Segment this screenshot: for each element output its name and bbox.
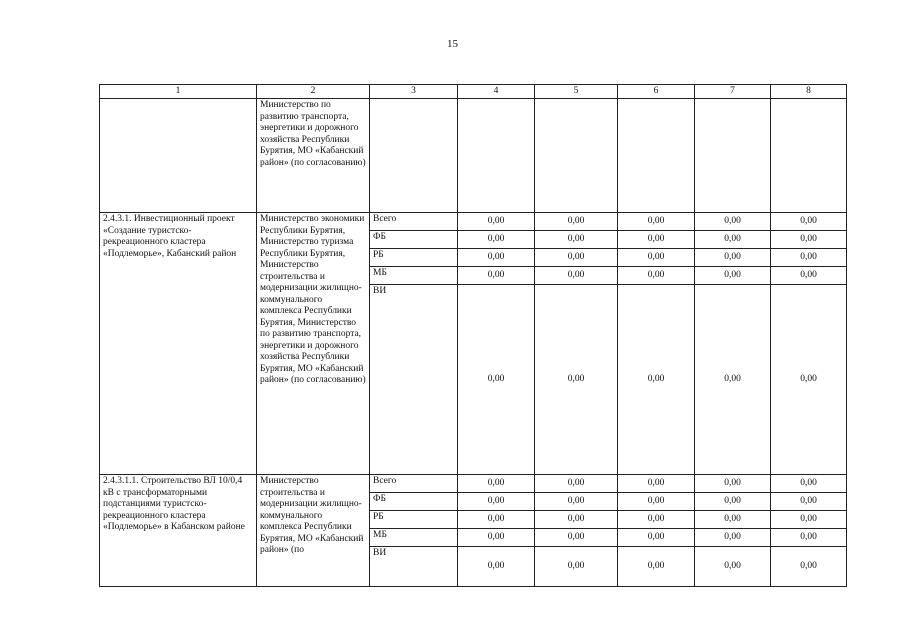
value-cell: 0,00 [771, 547, 847, 587]
value-cell [535, 99, 618, 213]
value-cell: 0,00 [535, 511, 618, 529]
value-cell: 0,00 [771, 511, 847, 529]
value-cell: 0,00 [618, 231, 695, 249]
value-cell [458, 99, 535, 213]
header-cell: 2 [257, 85, 370, 99]
value-cell: 0,00 [695, 231, 771, 249]
value-cell: 0,00 [618, 475, 695, 493]
value-cell: 0,00 [535, 493, 618, 511]
program-table [99, 84, 847, 587]
funding-row [100, 213, 847, 231]
funding-source-label: Всего [370, 475, 458, 493]
value-cell: 0,00 [618, 547, 695, 587]
value-cell: 0,00 [771, 267, 847, 285]
continuation-row [100, 99, 847, 213]
value-cell: 0,00 [535, 267, 618, 285]
value-cell: 0,00 [695, 493, 771, 511]
funding-source-label: РБ [370, 249, 458, 267]
value-cell: 0,00 [771, 249, 847, 267]
source-cell [370, 99, 458, 213]
value-cell: 0,00 [695, 547, 771, 587]
value-cell: 0,00 [458, 231, 535, 249]
value-cell: 0,00 [771, 213, 847, 231]
value-cell: 0,00 [458, 249, 535, 267]
responsible-cell: Министерство экономики Республики Бурятия, Министерство туризма Республики Бурятия, Министерство строительства и модернизации жилищно-коммунального комплекса Республики Бурятия, Министерство по развитию транспорта, энергетики и дорожного хозяйства Республики Бурятия, МО «Кабанский район» (по согласованию) [257, 213, 370, 475]
header-cell: 3 [370, 85, 458, 99]
header-cell: 4 [458, 85, 535, 99]
funding-row [100, 475, 847, 493]
value-cell: 0,00 [618, 511, 695, 529]
funding-source-label: ФБ [370, 231, 458, 249]
value-cell: 0,00 [535, 249, 618, 267]
value-cell: 0,00 [771, 475, 847, 493]
funding-source-label: Всего [370, 213, 458, 231]
value-cell: 0,00 [535, 547, 618, 587]
funding-source-label: РБ [370, 511, 458, 529]
responsible-cell: Министерство строительства и модернизации жилищно-коммунального комплекса Республики Бурятия, МО «Кабанский район» (по [257, 475, 370, 587]
value-cell: 0,00 [695, 511, 771, 529]
value-cell: 0,00 [695, 285, 771, 475]
activity-name-cell: 2.4.3.1.1. Строительство ВЛ 10/0,4 кВ с трансформаторными подстанциями туристско-рекреационного кластера «Подлеморье» в Кабанском районе [100, 475, 257, 587]
value-cell: 0,00 [458, 511, 535, 529]
funding-source-label: ВИ [370, 547, 458, 587]
value-cell: 0,00 [535, 213, 618, 231]
header-row [100, 85, 847, 99]
header-cell: 7 [695, 85, 771, 99]
value-cell: 0,00 [618, 285, 695, 475]
value-cell: 0,00 [458, 285, 535, 475]
funding-source-label: ВИ [370, 285, 458, 475]
value-cell: 0,00 [535, 475, 618, 493]
value-cell: 0,00 [771, 231, 847, 249]
funding-source-label: МБ [370, 267, 458, 285]
value-cell: 0,00 [618, 493, 695, 511]
value-cell: 0,00 [695, 213, 771, 231]
value-cell: 0,00 [618, 213, 695, 231]
funding-source-label: ФБ [370, 493, 458, 511]
name-cell [100, 99, 257, 213]
value-cell: 0,00 [771, 529, 847, 547]
value-cell: 0,00 [535, 285, 618, 475]
value-cell: 0,00 [618, 249, 695, 267]
value-cell: 0,00 [458, 547, 535, 587]
page-number: 15 [447, 38, 458, 50]
funding-source-label: МБ [370, 529, 458, 547]
header-cell: 1 [100, 85, 257, 99]
value-cell: 0,00 [458, 213, 535, 231]
header-cell: 5 [535, 85, 618, 99]
value-cell: 0,00 [535, 231, 618, 249]
value-cell: 0,00 [695, 475, 771, 493]
value-cell [771, 99, 847, 213]
value-cell: 0,00 [458, 475, 535, 493]
responsible-cell: Министерство по развитию транспорта, энергетики и дорожного хозяйства Республики Бурятия, МО «Кабанский район» (по согласованию) [257, 99, 370, 213]
value-cell: 0,00 [695, 267, 771, 285]
value-cell: 0,00 [771, 493, 847, 511]
value-cell: 0,00 [695, 249, 771, 267]
value-cell [618, 99, 695, 213]
activity-name-cell: 2.4.3.1. Инвестиционный проект «Создание туристско-рекреационного кластера «Подлеморье», Кабанский район [100, 213, 257, 475]
value-cell: 0,00 [618, 267, 695, 285]
value-cell: 0,00 [771, 285, 847, 475]
value-cell [695, 99, 771, 213]
header-cell: 6 [618, 85, 695, 99]
value-cell: 0,00 [535, 529, 618, 547]
value-cell: 0,00 [695, 529, 771, 547]
value-cell: 0,00 [458, 529, 535, 547]
header-cell: 8 [771, 85, 847, 99]
value-cell: 0,00 [618, 529, 695, 547]
value-cell: 0,00 [458, 493, 535, 511]
value-cell: 0,00 [458, 267, 535, 285]
